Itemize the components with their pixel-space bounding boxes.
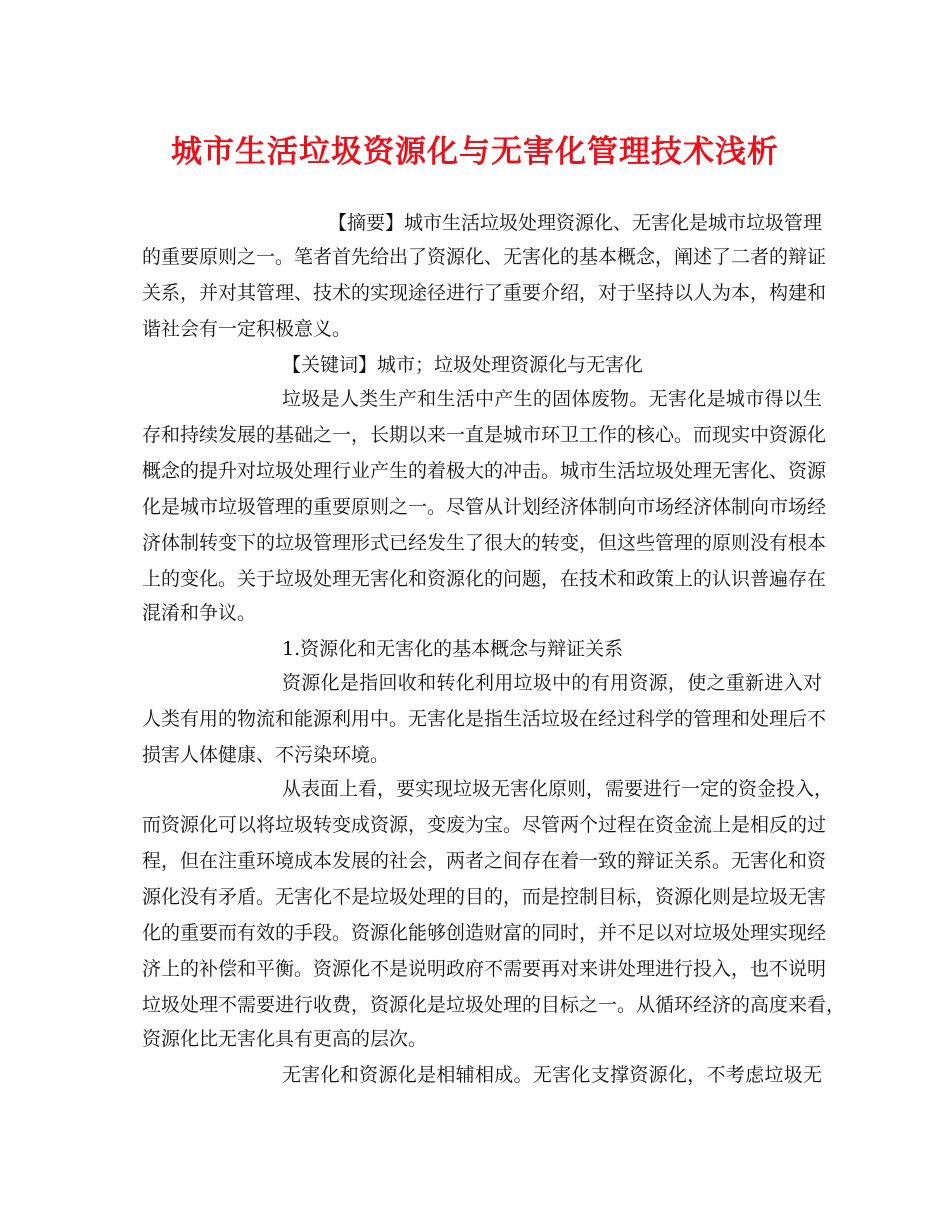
keywords-line: 【关键词】城市；垃圾处理资源化与无害化 bbox=[282, 354, 644, 376]
body-line: 无害化和资源化是相辅相成。无害化支撑资源化，不考虑垃圾无 bbox=[282, 1064, 822, 1086]
body-line: 垃圾处理不需要进行收费，资源化是垃圾处理的目标之一。从循环经济的高度来看， bbox=[142, 994, 846, 1016]
body-line: 混淆和争议。 bbox=[142, 602, 257, 624]
body-line: 存和持续发展的基础之一，长期以来一直是城市环卫工作的核心。而现实中资源化 bbox=[142, 424, 827, 446]
body-line: 化是城市垃圾管理的重要原则之一。尽管从计划经济体制向市场经济体制向市场经 bbox=[142, 496, 827, 518]
section-heading: 1.资源化和无害化的基本概念与辩证关系 bbox=[282, 638, 624, 660]
body-line: 损害人体健康、不污染环境。 bbox=[142, 744, 390, 766]
abstract-line: 的重要原则之一。笔者首先给出了资源化、无害化的基本概念，阐述了二者的辩证 bbox=[142, 246, 827, 268]
body-line: 人类有用的物流和能源利用中。无害化是指生活垃圾在经过科学的管理和处理后不 bbox=[142, 708, 827, 730]
abstract-line: 关系，并对其管理、技术的实现途径进行了重要介绍，对于坚持以人为本，构建和 bbox=[142, 282, 827, 304]
body-line: 济体制转变下的垃圾管理形式已经发生了很大的转变，但这些管理的原则没有根本 bbox=[142, 532, 827, 554]
body-line: 上的变化。关于垃圾处理无害化和资源化的问题，在技术和政策上的认识普遍存在 bbox=[142, 568, 827, 590]
body-line: 资源化比无害化具有更高的层次。 bbox=[142, 1028, 428, 1050]
body-line: 概念的提升对垃圾处理行业产生的着极大的冲击。城市生活垃圾处理无害化、资源 bbox=[142, 460, 827, 482]
body-line: 化的重要而有效的手段。资源化能够创造财富的同时，并不足以对垃圾处理实现经 bbox=[142, 922, 827, 944]
body-line: 程，但在注重环境成本发展的社会，两者之间存在着一致的辩证关系。无害化和资 bbox=[142, 850, 827, 872]
body-line: 源化没有矛盾。无害化不是垃圾处理的目的，而是控制目标，资源化则是垃圾无害 bbox=[142, 886, 827, 908]
body-line: 资源化是指回收和转化利用垃圾中的有用资源，使之重新进入对 bbox=[282, 672, 822, 694]
abstract-line: 谐社会有一定积极意义。 bbox=[142, 318, 352, 340]
document-title: 城市生活垃圾资源化与无害化管理技术浅析 bbox=[171, 134, 779, 170]
abstract-line: 【摘要】城市生活垃圾处理资源化、无害化是城市垃圾管理 bbox=[328, 212, 823, 234]
body-line: 济上的补偿和平衡。资源化不是说明政府不需要再对来讲处理进行投入，也不说明 bbox=[142, 958, 827, 980]
body-line: 而资源化可以将垃圾转变成资源，变废为宝。尽管两个过程在资金流上是相反的过 bbox=[142, 814, 827, 836]
body-line: 从表面上看，要实现垃圾无害化原则，需要进行一定的资金投入， bbox=[282, 778, 834, 800]
body-line: 垃圾是人类生产和生活中产生的固体废物。无害化是城市得以生 bbox=[282, 388, 822, 410]
